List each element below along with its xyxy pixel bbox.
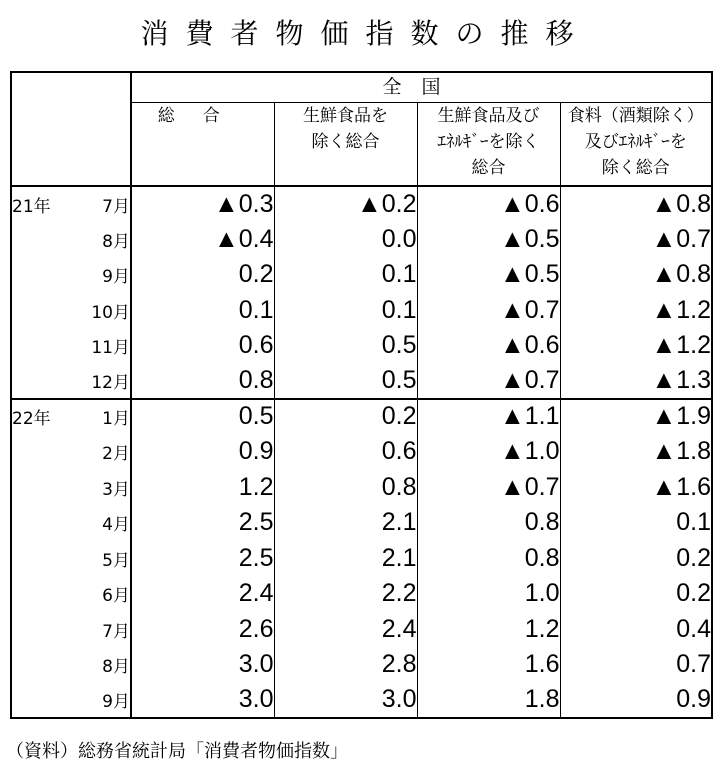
table-row (11, 363, 712, 398)
row-month: 9月 (81, 257, 131, 292)
row-month: 11月 (81, 328, 131, 363)
value-cell: 0.8 (274, 470, 417, 505)
value-cell: ▲0.8 (560, 186, 712, 221)
row-month: 9月 (81, 682, 131, 718)
table-row (11, 682, 712, 718)
table-row (11, 186, 712, 221)
table-row (11, 328, 712, 363)
row-year (11, 221, 81, 256)
row-month: 4月 (81, 505, 131, 540)
row-year (11, 505, 81, 540)
row-month: 5月 (81, 541, 131, 576)
value-cell: 0.8 (131, 363, 274, 398)
value-cell: ▲0.7 (417, 470, 560, 505)
value-cell: 2.8 (274, 647, 417, 682)
row-year (11, 292, 81, 327)
value-cell: 0.8 (417, 505, 560, 540)
row-year (11, 576, 81, 611)
header-col-excl-fresh-food-energy: 生鮮食品及び ｴﾈﾙｷﾞｰを除く 総合 (417, 102, 560, 186)
value-cell: ▲1.3 (560, 363, 712, 398)
row-year (11, 434, 81, 469)
value-cell: 0.2 (560, 541, 712, 576)
row-year (11, 363, 81, 398)
value-cell: 0.6 (274, 434, 417, 469)
value-cell: 2.2 (274, 576, 417, 611)
value-cell: ▲0.8 (560, 257, 712, 292)
value-cell: 0.9 (560, 682, 712, 718)
header-col-excl-food-energy: 食料（酒類除く） 及びｴﾈﾙｷﾞｰを 除く総合 (560, 102, 712, 186)
row-year: 21年 (11, 186, 81, 221)
value-cell: 0.2 (560, 576, 712, 611)
header-col-excl-fresh-food: 生鮮食品を 除く総合 (274, 102, 417, 186)
page-title: 消費者物価指数の推移 (140, 17, 591, 50)
header-col-all-items: 総合 (131, 102, 274, 186)
value-cell: 0.2 (131, 257, 274, 292)
value-cell: 0.4 (560, 611, 712, 646)
table-row (11, 647, 712, 682)
value-cell: ▲1.9 (560, 399, 712, 434)
value-cell: 0.1 (560, 505, 712, 540)
value-cell: ▲0.6 (417, 328, 560, 363)
value-cell: 2.5 (131, 505, 274, 540)
value-cell: 3.0 (131, 647, 274, 682)
row-month: 7月 (81, 611, 131, 646)
value-cell: 2.1 (274, 541, 417, 576)
row-year (11, 257, 81, 292)
row-year (11, 470, 81, 505)
value-cell: ▲0.7 (417, 363, 560, 398)
value-cell: 2.4 (131, 576, 274, 611)
row-year: 22年 (11, 399, 81, 434)
value-cell: ▲0.4 (131, 221, 274, 256)
row-year (11, 541, 81, 576)
row-year (11, 611, 81, 646)
table-row (11, 470, 712, 505)
value-cell: 0.5 (274, 363, 417, 398)
row-month: 8月 (81, 647, 131, 682)
row-month: 10月 (81, 292, 131, 327)
row-month: 6月 (81, 576, 131, 611)
value-cell: ▲0.6 (417, 186, 560, 221)
table-row (11, 434, 712, 469)
table-row (11, 292, 712, 327)
row-month: 3月 (81, 470, 131, 505)
value-cell: 3.0 (131, 682, 274, 718)
value-cell: 0.1 (131, 292, 274, 327)
table-row (11, 541, 712, 576)
table-row (11, 257, 712, 292)
table-row (11, 399, 712, 434)
value-cell: ▲0.7 (560, 221, 712, 256)
header-corner-cell (11, 72, 131, 186)
value-cell: 0.6 (131, 328, 274, 363)
row-year (11, 647, 81, 682)
value-cell: 1.2 (417, 611, 560, 646)
value-cell: 1.2 (131, 470, 274, 505)
row-month: 7月 (81, 186, 131, 221)
value-cell: ▲1.2 (560, 292, 712, 327)
row-month: 8月 (81, 221, 131, 256)
value-cell: ▲1.6 (560, 470, 712, 505)
value-cell: 3.0 (274, 682, 417, 718)
value-cell: 0.0 (274, 221, 417, 256)
value-cell: 0.5 (274, 328, 417, 363)
cpi-table (10, 71, 713, 719)
row-month: 2月 (81, 434, 131, 469)
value-cell: 0.1 (274, 257, 417, 292)
value-cell: ▲0.5 (417, 221, 560, 256)
value-cell: 2.4 (274, 611, 417, 646)
table-row (11, 611, 712, 646)
value-cell: ▲1.8 (560, 434, 712, 469)
value-cell: ▲0.5 (417, 257, 560, 292)
value-cell: 0.2 (274, 399, 417, 434)
value-cell: 2.6 (131, 611, 274, 646)
row-year (11, 328, 81, 363)
row-month: 1月 (81, 399, 131, 434)
value-cell: 2.5 (131, 541, 274, 576)
header-group-nationwide: 全国 (131, 72, 712, 102)
value-cell: ▲1.2 (560, 328, 712, 363)
value-cell: 2.1 (274, 505, 417, 540)
value-cell: 1.0 (417, 576, 560, 611)
value-cell: 0.8 (417, 541, 560, 576)
value-cell: 1.6 (417, 647, 560, 682)
table-row (11, 576, 712, 611)
value-cell: ▲0.2 (274, 186, 417, 221)
value-cell: 0.1 (274, 292, 417, 327)
value-cell: ▲0.7 (417, 292, 560, 327)
table-row (11, 221, 712, 256)
value-cell: 1.8 (417, 682, 560, 718)
value-cell: ▲1.0 (417, 434, 560, 469)
row-month: 12月 (81, 363, 131, 398)
value-cell: 0.7 (560, 647, 712, 682)
table-row (11, 505, 712, 540)
row-year (11, 682, 81, 718)
value-cell: ▲1.1 (417, 399, 560, 434)
value-cell: 0.5 (131, 399, 274, 434)
value-cell: ▲0.3 (131, 186, 274, 221)
value-cell: 0.9 (131, 434, 274, 469)
source-note: （資料）総務省統計局「消費者物価指数」 (6, 741, 348, 762)
